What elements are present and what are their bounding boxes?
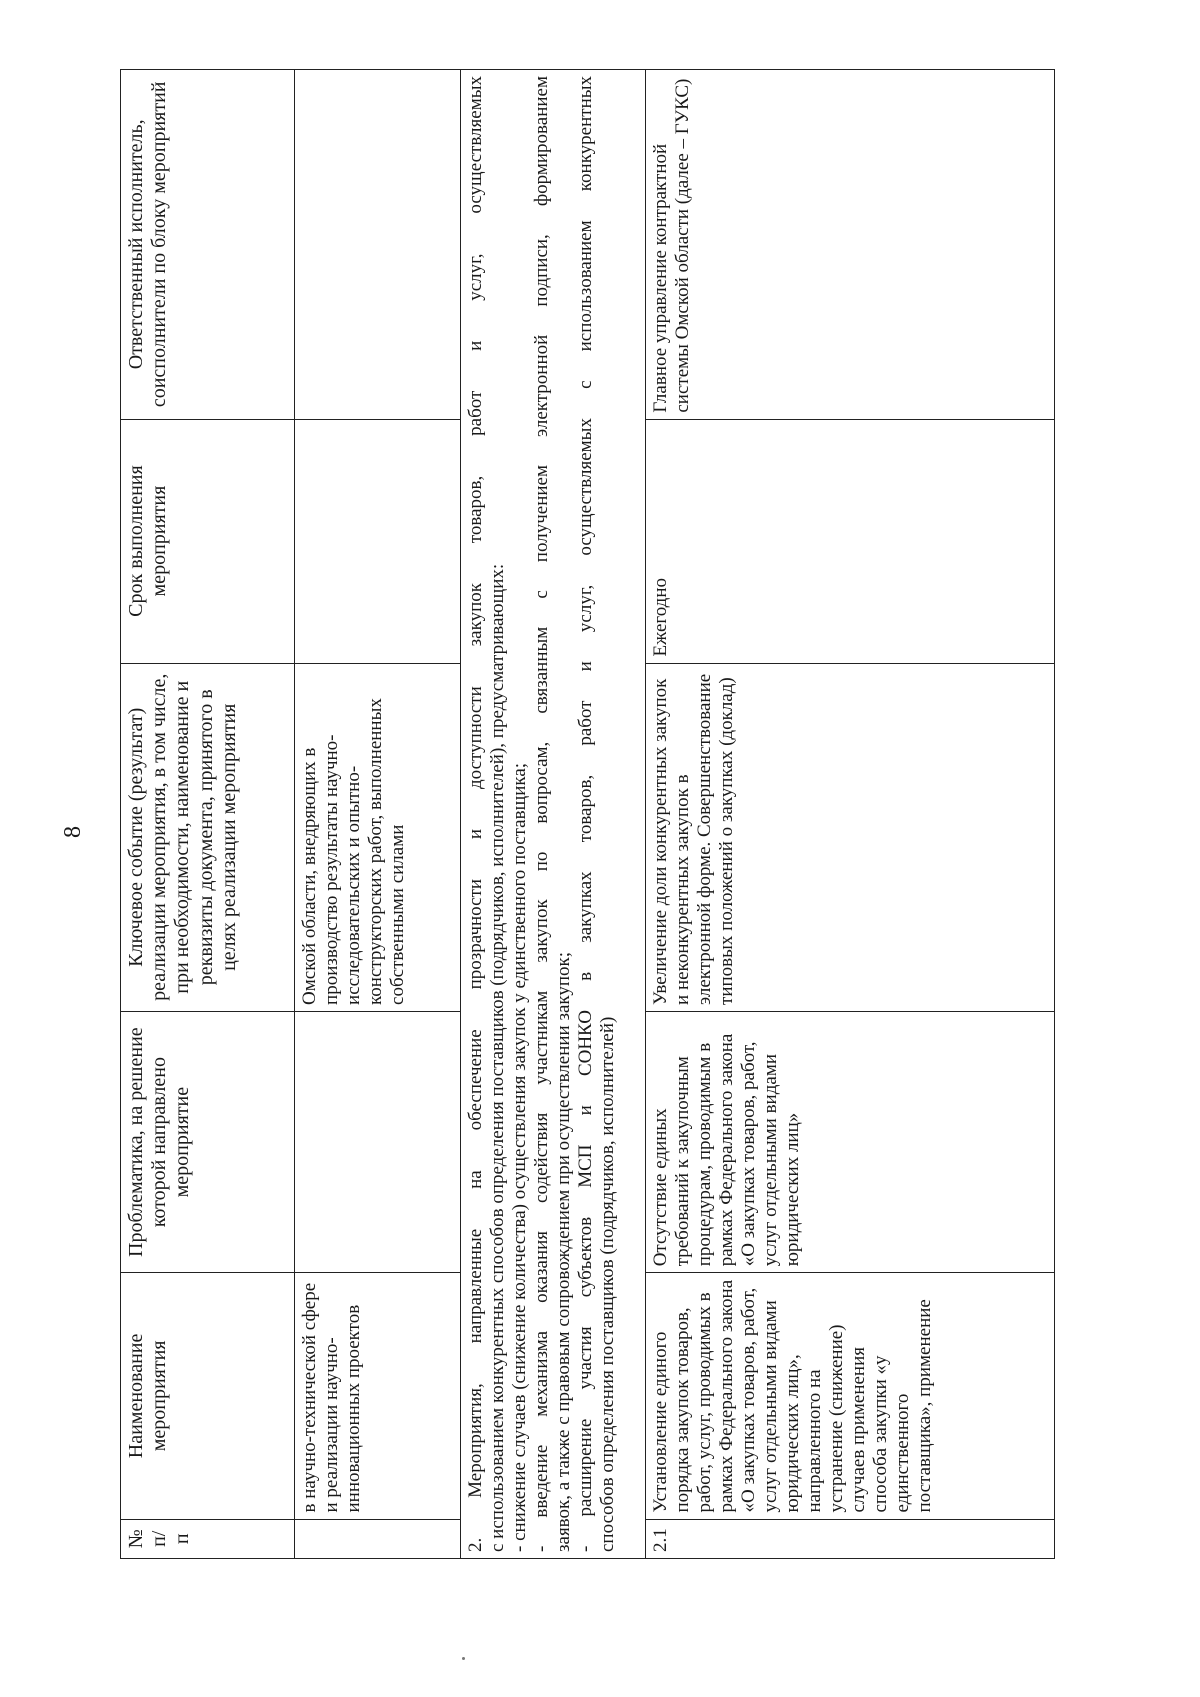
- rotated-table-wrapper: [120, 69, 1105, 1559]
- cell-num: 2.1: [646, 1519, 1055, 1558]
- measures-table: [120, 69, 1055, 1559]
- scan-speck: [462, 1657, 465, 1660]
- cell-problem: [295, 1011, 461, 1272]
- table-row: [295, 70, 461, 1559]
- section-line: - расширение участия субъектов МСП и СОНКО в закупках товаров, работ и услуг, осуществляемых с использованием конкурентных: [575, 76, 597, 1552]
- section-line: с использованием конкурентных способов определения поставщиков (подрядчиков, исполнителей), предусматривающих:: [487, 563, 509, 1552]
- cell-problem: Отсутствие единых требований к закупочным процедурам, проводимым в рамках Федерального закона «О закупках товаров, работ, услуг отдельными видами юридических лиц»: [646, 1011, 1055, 1272]
- section-line: способов определения поставщиков (подрядчиков, исполнителей): [597, 1016, 619, 1552]
- cell-num: [295, 1519, 461, 1558]
- cell-responsible: [295, 70, 461, 420]
- table-row: [646, 70, 1055, 1559]
- section-line: заявок, а также с правовым сопровождением при осуществлении закупок;: [553, 951, 575, 1552]
- cell-name: Установление единого порядка закупок товаров, работ, услуг, проводимых в рамках Федерального закона «О закупках товаров, работ, услуг отдельными видами юридических лиц», направленного на устранение (снижение) случаев применения способа закупки «у единственного поставщика», применение: [646, 1273, 1055, 1519]
- section-heading: [461, 70, 646, 1559]
- header-event: Ключевое событие (результат) реализации мероприятия, в том числе, при необходимости, наименование и реквизиты документа, принятого в целях реализации мероприятия: [121, 663, 295, 1011]
- header-problem: Проблематика, на решение которой направлено мероприятие: [121, 1011, 295, 1272]
- header-term: Срок выполнения мероприятия: [121, 419, 295, 663]
- section-line: 2. Мероприятия, направленные на обеспечение прозрачности и доступности закупок товаров, работ и услуг, осуществляемых: [465, 76, 486, 1552]
- cell-event: Увеличение доли конкурентных закупок и неконкурентных закупок в электронной форме. Совершенствование типовых положений о закупках (доклад): [646, 663, 1055, 1011]
- section-row: [461, 70, 646, 1559]
- page-number: 8: [60, 826, 86, 838]
- section-line: - снижение случаев (снижение количества) осуществления закупок у единственного поставщика;: [509, 762, 531, 1552]
- cell-event: Омской области, внедряющих в производство результаты научно-исследовательских и опытно-конструкторских работ, выполненных собственными силами: [295, 663, 461, 1011]
- cell-name: в научно-технической сфере и реализации научно-инновационных проектов: [295, 1273, 461, 1519]
- cell-term: Ежегодно: [646, 419, 1055, 663]
- header-name: Наименование мероприятия: [121, 1273, 295, 1519]
- cell-responsible: Главное управление контрактной системы Омской области (далее – ГУКС): [646, 70, 1055, 420]
- table-header-row: [121, 70, 295, 1559]
- cell-term: [295, 419, 461, 663]
- header-responsible: Ответственный исполнитель, соисполнители по блоку мероприятий: [121, 70, 295, 420]
- header-num: № п/п: [121, 1519, 295, 1558]
- section-line: - введение механизма оказания содействия участникам закупок по вопросам, связанным с получением электронной подписи, формированием: [531, 76, 553, 1552]
